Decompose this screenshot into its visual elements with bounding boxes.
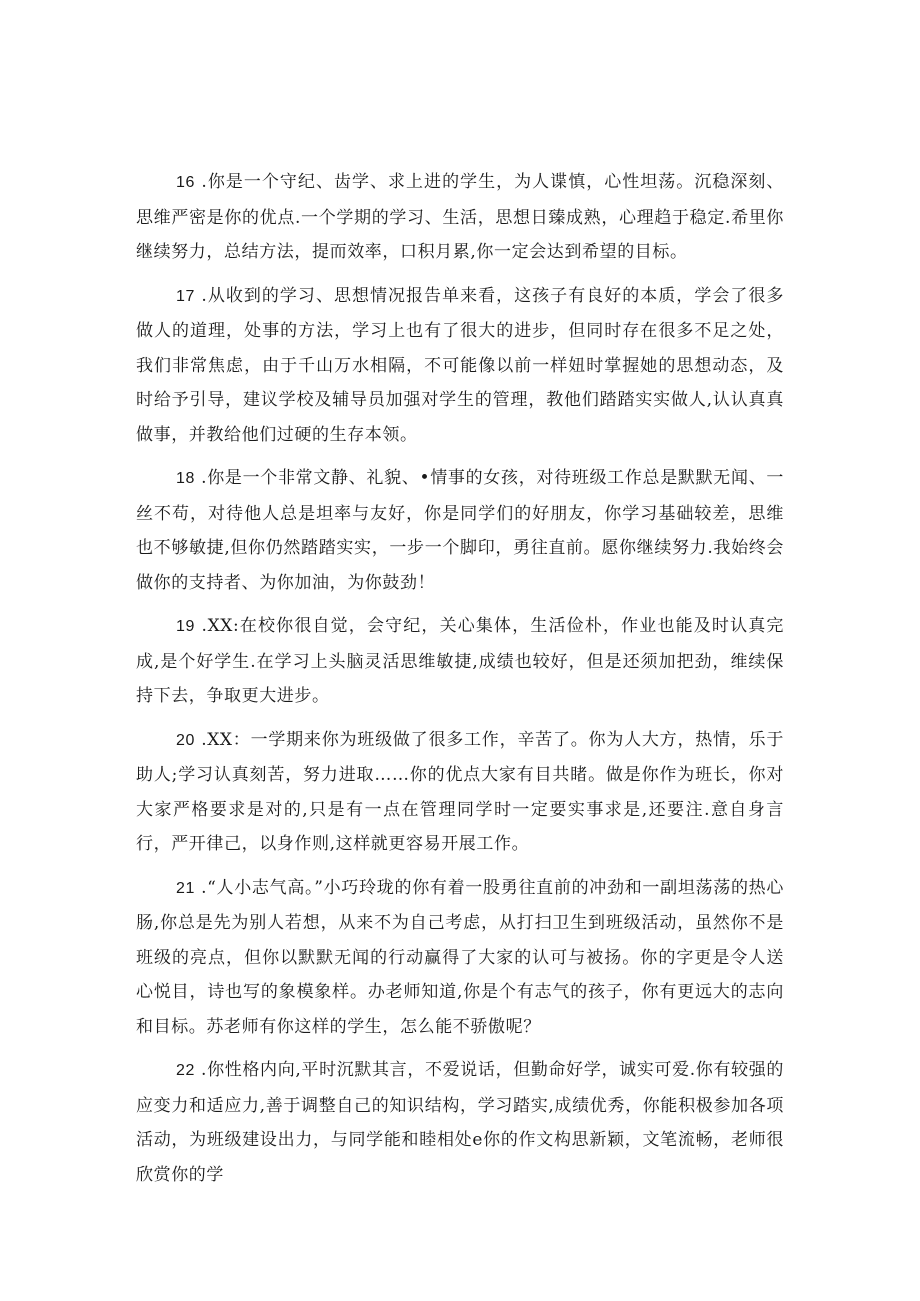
paragraph-text: .你是一个非常文静、礼貌、•情事的女孩，对待班级工作总是默默无闻、一丝不苟，对待他人总是坦率与友好，你是同学们的好朋友，你学习基础较差，思维也不够敏捷,但你仍然踏踏实实，一步一个脚印，勇往直前。愿你继续努力.我始终会做你的支持者、为你加油，为你鼓劲！ [136, 468, 784, 593]
paragraph-number: 19 [176, 618, 195, 635]
paragraph-16 [136, 165, 784, 270]
paragraph-number: 20 [176, 731, 195, 749]
paragraph-text: .XX:在校你很自觉，会守纪，关心集体，生活俭朴，作业也能及时认真完成,是个好学生.在学习上头脑灵活思维敏捷,成绩也较好，但是还须加把劲，维续保持下去，争取更大进步。 [136, 616, 784, 706]
paragraph-text: .你是一个守纪、齿学、求上进的学生，为人谍慎，心性坦荡。沉稳深刻、思维严密是你的优点.一个学期的学习、生活，思想日臻成熟，心理趋于稳定.希里你继续努力，总结方法，提而效率，口积月累,你一定会达到希望的目标。 [136, 172, 784, 262]
paragraph-21 [136, 871, 784, 1045]
paragraph-number: 17 [176, 287, 195, 305]
paragraph-text: .XX：一学期来你为班级做了很多工作，辛苦了。你为人大方，热情，乐于助人;学习认真刻苦，努力进取……你的优点大家有目共睹。做是你作为班长，你对大家严格要求是对的,只是有一点在管理同学时一定要实事求是,还要注.意自身言行，严开律己，以身作则,这样就更容易开展工作。 [136, 729, 784, 854]
paragraph-22 [136, 1053, 784, 1192]
paragraph-20 [136, 723, 784, 862]
paragraph-number: 21 [176, 879, 195, 897]
paragraph-text: .“人小志气高。”小巧玲珑的你有着一股勇往直前的冲劲和一副坦荡荡的热心肠,你总是先为别人若想，从来不为自己考虑，从打扫卫生到班级活动，虽然你不是班级的亮点，但你以默默无闻的行动赢得了大家的认可与被扬。你的字更是令人送心悦目，诗也写的象模象样。办老师知道,你是个有志气的孩子，你有更远大的志向和目标。苏老师有你这样的学生，怎么能不骄傲呢？ [136, 877, 784, 1037]
paragraph-17 [136, 279, 784, 453]
paragraph-text: .从收到的学习、思想情况报告单来看，这孩子有良好的本质，学会了很多做人的道理，处事的方法，学习上也有了很大的进步，但同时存在很多不足之处，我们非常焦虑，由于千山万水相隔，不可能像以前一样妞时掌握她的思想动态，及时给予引导，建议学校及辅导员加强对学生的管理，教他们踏踏实实做人,认认真真做事，并教给他们过硬的生存本领。 [136, 285, 784, 445]
document-body [136, 165, 784, 1201]
paragraph-number: 18 [176, 470, 195, 487]
paragraph-text: .你性格内向,平时沉默其言，不爱说话，但勤命好学，诚实可爱.你有较强的应变力和适应力,善于调整自己的知识结构，学习踏实,成绩优秀，你能积极参加各项活动，为班级建设出力，与同学能和睦相处e你的作文构思新颖，文笔流畅，老师很欣赏你的学 [136, 1060, 784, 1185]
paragraph-number: 16 [176, 174, 195, 191]
paragraph-18 [136, 461, 784, 600]
paragraph-number: 22 [176, 1062, 195, 1079]
paragraph-19 [136, 609, 784, 714]
